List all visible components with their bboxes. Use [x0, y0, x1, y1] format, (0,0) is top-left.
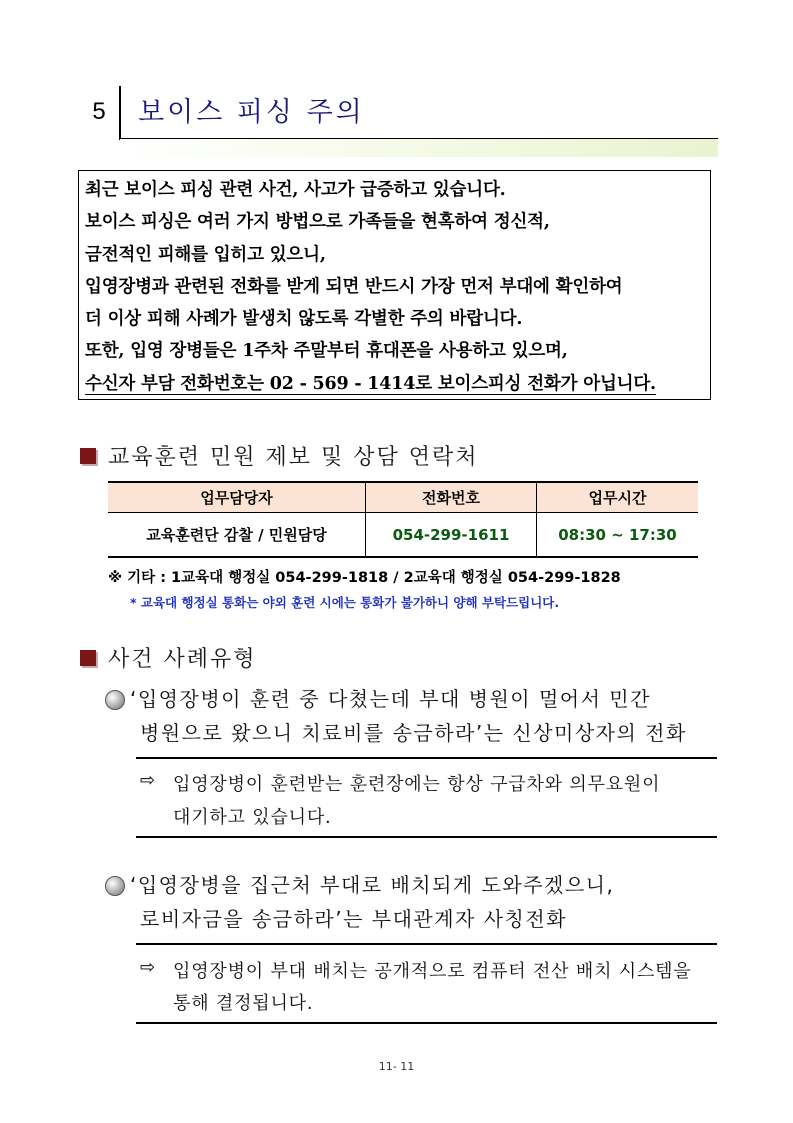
answer-text: 입영장병이 부대 배치는 공개적으로 컴퓨터 전산 배치 시스템을	[173, 961, 692, 982]
section-number: 5	[92, 98, 106, 125]
answer-bottom-rule	[136, 836, 717, 838]
page-number: 11- 11	[378, 1060, 415, 1073]
answer-top-rule	[136, 943, 717, 945]
table-header-cell: 전화번호	[366, 482, 537, 513]
table-row	[108, 513, 698, 558]
right-arrow-icon: ⇨	[140, 770, 156, 791]
case-text: ‘입영장병이 훈련 중 다쳤는데 부대 병원이 멀어서 민간	[130, 687, 651, 711]
notice-line: 금전적인 피해를 입히고 있으니,	[85, 244, 326, 265]
notice-line: 최근 보이스 피싱 관련 사건, 사고가 급증하고 있습니다.	[85, 180, 506, 200]
cases-heading: 사건 사례유형	[108, 647, 257, 672]
contact-hours: 08:30 ~ 17:30	[537, 513, 699, 558]
contact-phone[interactable]: 054-299-1611	[366, 513, 537, 558]
answer-bottom-rule	[136, 1022, 717, 1024]
contact-note: ※ 기타 : 1교육대 행정실 054-299-1818 / 2교육대 행정실 054-299-1828	[108, 570, 621, 586]
square-bullet-icon	[80, 650, 96, 666]
case-text: 로비자금을 송금하라’는 부대관계자 사칭전화	[140, 907, 568, 931]
answer-top-rule	[136, 757, 717, 759]
case-text: 병원으로 왔으니 치료비를 송금하라’는 신상미상자의 전화	[140, 721, 687, 745]
notice-line: 또한, 입영 장병들은 1주차 주말부터 휴대폰을 사용하고 있으며,	[85, 341, 568, 362]
table-header-cell: 업무담당자	[108, 482, 366, 513]
answer-text: 입영장병이 훈련받는 훈련장에는 항상 구급차와 의무요원이	[173, 774, 661, 795]
notice-box	[78, 170, 711, 400]
table-header-cell: 업무시간	[537, 482, 699, 513]
contact-table	[108, 481, 698, 558]
notice-line: 더 이상 피해 사례가 발생치 않도록 각별한 주의 바랍니다.	[85, 309, 523, 330]
sphere-bullet-icon	[105, 876, 125, 896]
notice-line-underlined	[85, 368, 710, 400]
sphere-bullet-icon	[105, 690, 125, 710]
contact-heading: 교육훈련 민원 제보 및 상담 연락처	[108, 445, 479, 470]
answer-text: 통해 결정됩니다.	[173, 993, 314, 1014]
case-text: ‘입영장병을 집근처 부대로 배치되게 도와주겠으니,	[130, 873, 615, 897]
notice-line: 입영장병과 관련된 전화를 받게 되면 반드시 가장 먼저 부대에 확인하여	[85, 276, 623, 297]
section-title: 보이스 피싱 주의	[138, 97, 365, 128]
contact-department: 교육훈련단 감찰 / 민원담당	[108, 513, 366, 558]
section-divider	[119, 86, 121, 140]
notice-line: 보이스 피싱은 여러 가지 방법으로 가족들을 현혹하여 정신적,	[85, 212, 550, 233]
notice-line-text: 수신자 부담 전화번호는 02 - 569 - 1414로 보이스피싱 전화가 아닙니다.	[85, 373, 656, 394]
section-underline-gradient	[120, 139, 718, 157]
square-bullet-icon	[80, 448, 96, 464]
answer-text: 대기하고 있습니다.	[173, 807, 332, 828]
right-arrow-icon: ⇨	[140, 957, 156, 978]
table-header-row	[108, 482, 698, 513]
contact-note-sub: * 교육대 행정실 통화는 야외 훈련 시에는 통화가 불가하니 양해 부탁드립니다.	[130, 595, 560, 610]
